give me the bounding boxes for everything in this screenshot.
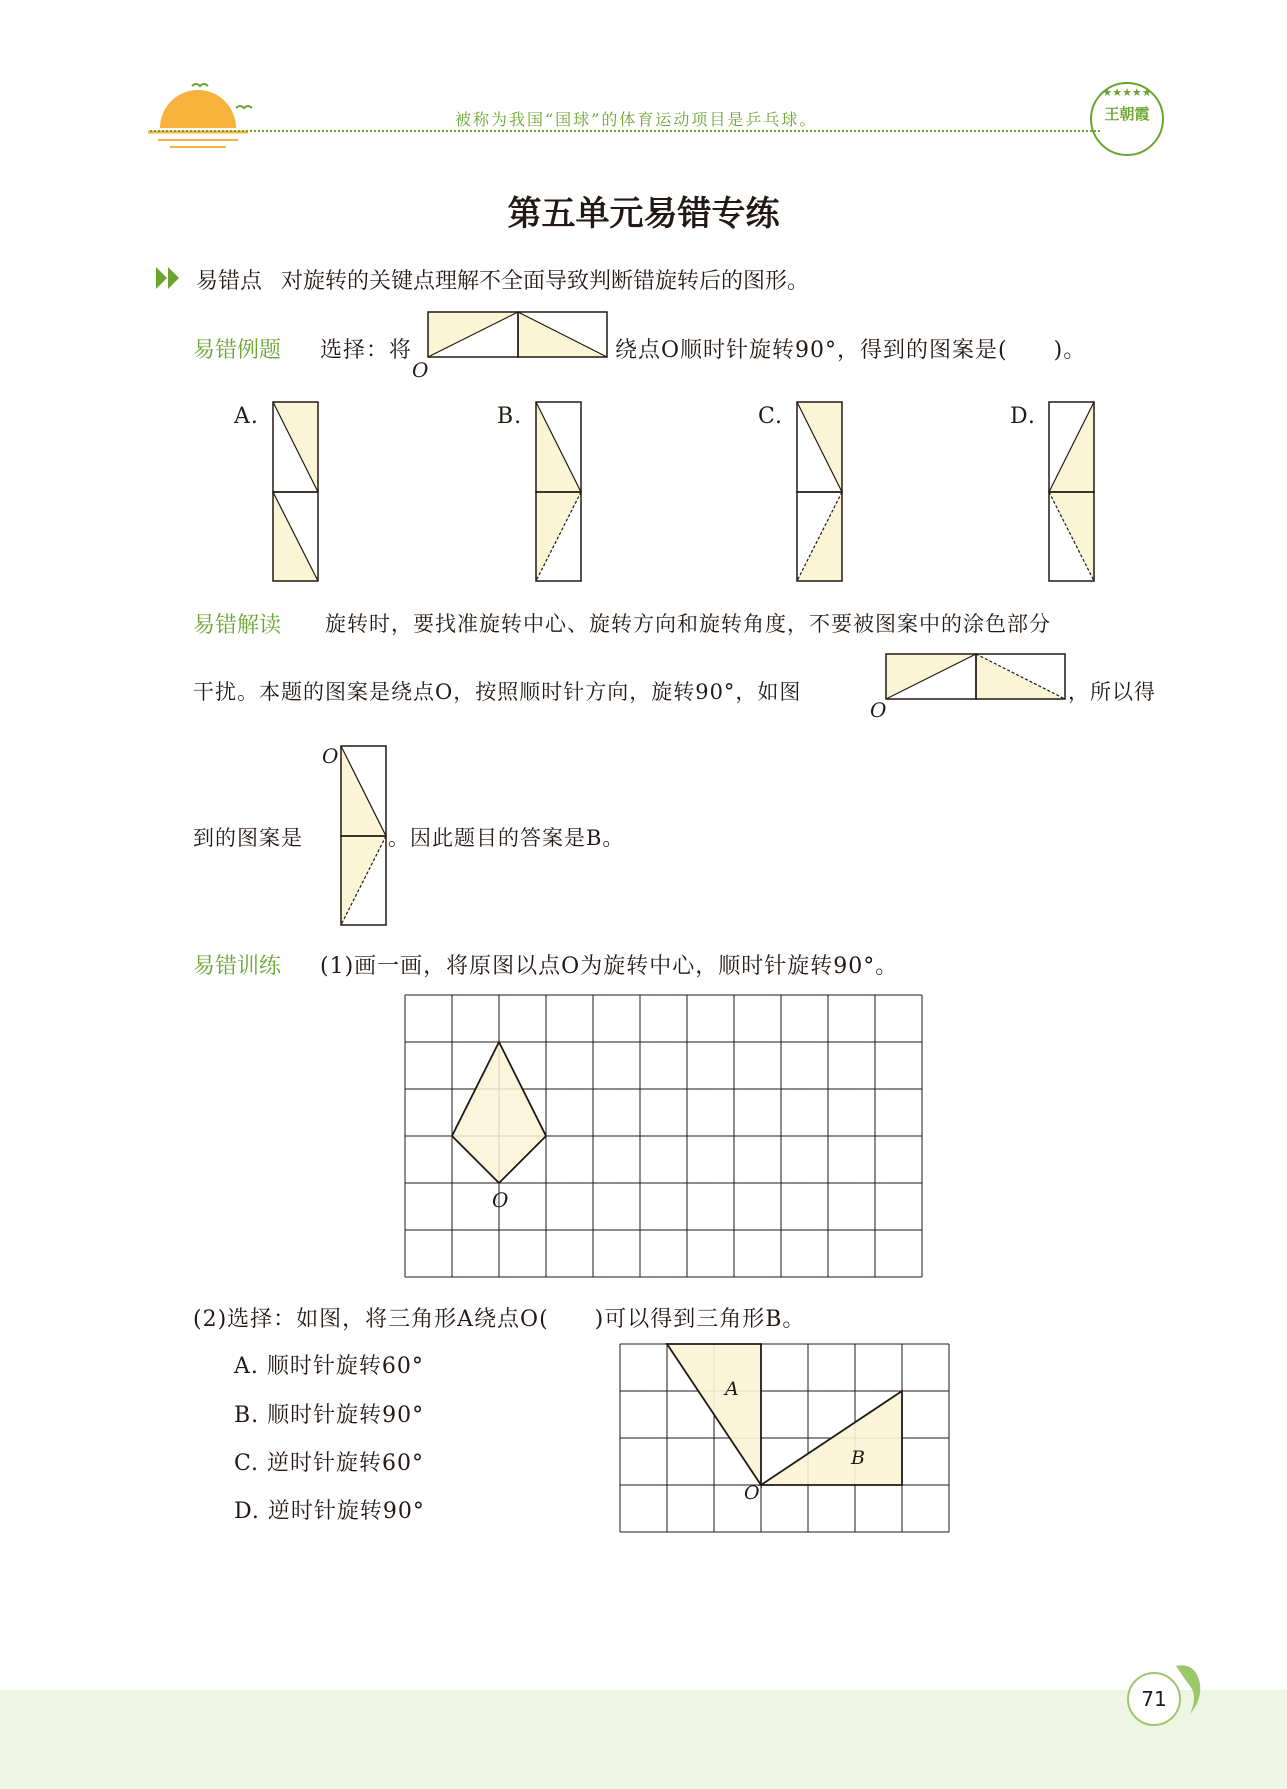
analysis-figure-vertical	[341, 746, 387, 926]
analysis-point-o-1: O	[870, 698, 887, 722]
q2-label-o: O	[744, 1482, 760, 1504]
example-prefix: 选择：将	[320, 338, 413, 363]
example-point-o: O	[412, 358, 429, 382]
analysis-point-o-2: O	[322, 744, 339, 768]
q2-option-d[interactable]: D. 逆时针旋转90°	[234, 1499, 425, 1524]
analysis-figure-horizontal	[886, 654, 1066, 700]
q2-option-c[interactable]: C. 逆时针旋转60°	[234, 1451, 425, 1476]
training-q1: (1)画一画，将原图以点O为旋转中心，顺时针旋转90°。	[320, 954, 899, 979]
brand-badge	[1090, 82, 1164, 156]
analysis-line2a: 干扰。本题的图案是绕点O，按照顺时针方向，旋转90°，如图	[193, 680, 802, 704]
double-arrow-icon	[156, 267, 182, 289]
option-a-label[interactable]: A.	[234, 404, 259, 429]
q2-grid	[620, 1344, 954, 1536]
option-b-label[interactable]: B.	[497, 404, 523, 429]
training-q2: (2)选择：如图，将三角形A绕点O( )可以得到三角形B。	[193, 1307, 806, 1332]
option-c-figure[interactable]	[797, 402, 843, 582]
analysis-line1: 旋转时，要找准旋转中心、旋转方向和旋转角度，不要被图案中的涂色部分	[325, 612, 1051, 636]
option-c-label[interactable]: C.	[758, 404, 784, 429]
q2-option-a[interactable]: A. 顺时针旋转60°	[234, 1354, 424, 1379]
analysis-line3a: 到的图案是	[193, 826, 303, 850]
header-slogan: 被称为我国“国球”的体育运动项目是乒乓球。	[455, 110, 818, 129]
kite-shape	[452, 1042, 546, 1183]
option-d-label[interactable]: D.	[1010, 404, 1036, 429]
error-point-label: 易错点	[196, 269, 263, 294]
q2-label-a: A	[725, 1378, 739, 1400]
page-number: 71	[1141, 1687, 1167, 1711]
example-figure	[428, 312, 608, 358]
error-point-text: 对旋转的关键点理解不全面导致判断错旋转后的图形。	[281, 269, 810, 294]
footer-band	[0, 1690, 1287, 1789]
example-suffix: 绕点O顺时针旋转90°，得到的图案是( )。	[615, 338, 1087, 363]
page-title: 第五单元易错专练	[507, 194, 780, 234]
q1-point-o: O	[492, 1188, 509, 1212]
sun-logo-icon	[148, 82, 268, 152]
training-label: 易错训练	[193, 954, 282, 979]
example-label: 易错例题	[193, 338, 282, 363]
q1-grid[interactable]	[405, 995, 927, 1279]
brand-stars-icon: ★★★★★	[1102, 86, 1152, 99]
dolphin-icon	[1168, 1660, 1208, 1720]
option-b-figure[interactable]	[536, 402, 582, 582]
header-divider	[150, 130, 1100, 132]
option-d-figure[interactable]	[1049, 402, 1095, 582]
q2-label-b: B	[851, 1447, 865, 1469]
option-a-figure[interactable]	[273, 402, 319, 582]
analysis-line3b: 。因此题目的答案是B。	[388, 826, 625, 850]
brand-name: 王朝霞	[1104, 105, 1150, 123]
q2-option-b[interactable]: B. 顺时针旋转90°	[234, 1403, 425, 1428]
analysis-label: 易错解读	[193, 613, 282, 638]
analysis-line2b: ，所以得	[1068, 680, 1156, 704]
